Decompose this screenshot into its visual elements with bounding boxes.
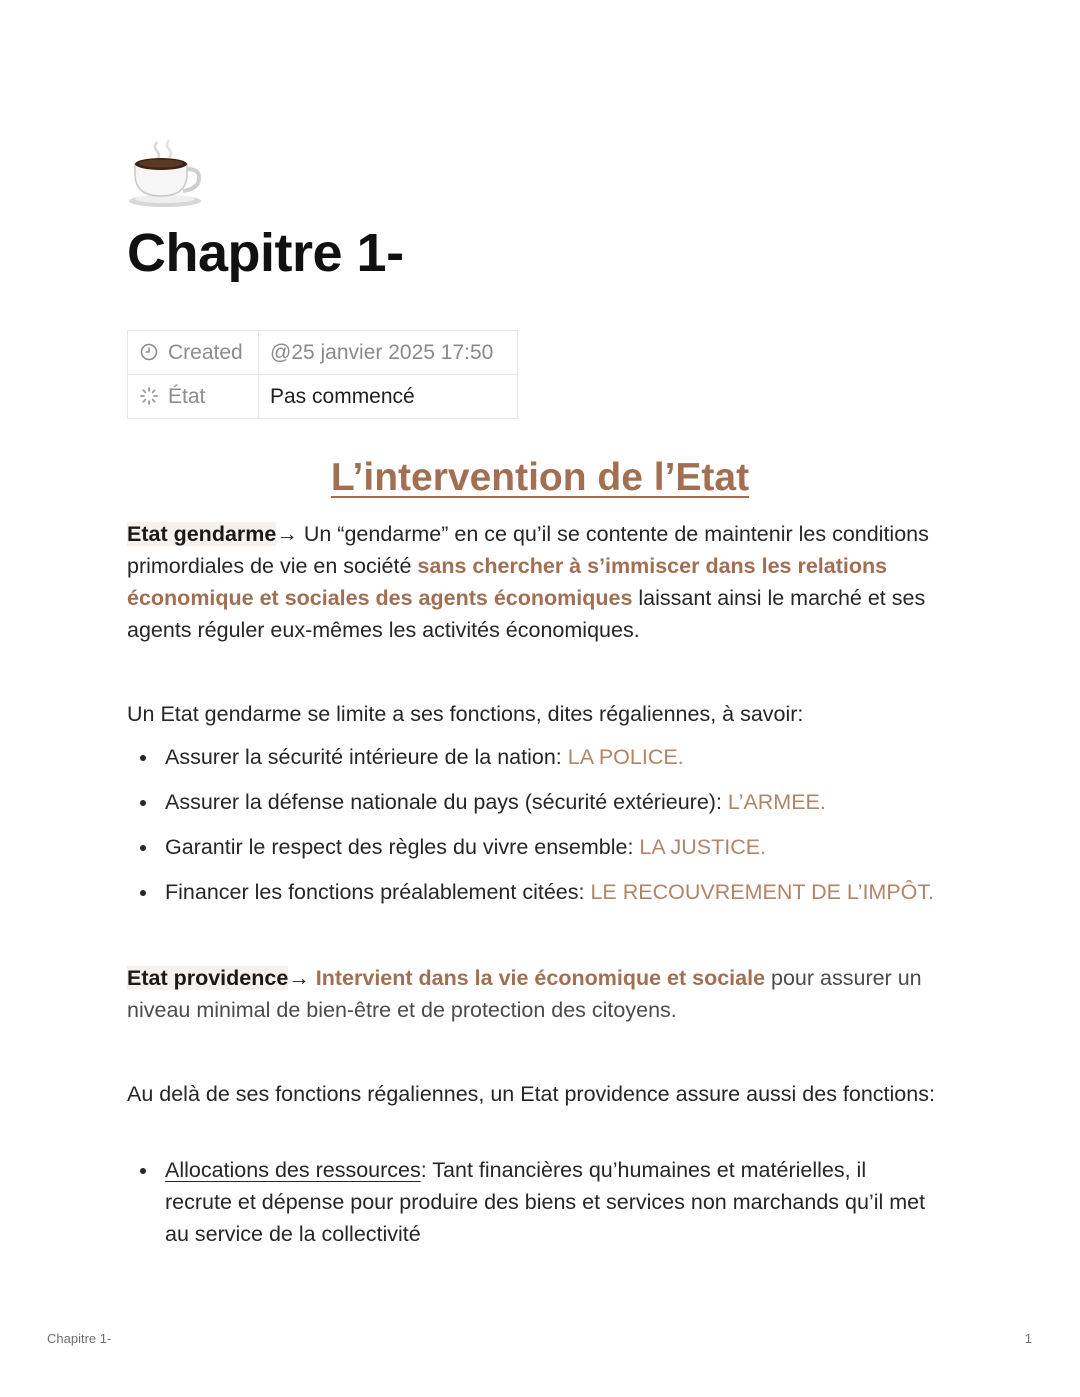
clock-icon (139, 342, 159, 362)
footer-title: Chapitre 1- (47, 1331, 112, 1346)
highlight-text: sans chercher à s’immiscer dans les relations économique et sociales des agents économiques (127, 554, 888, 610)
providence-functions-list (127, 1154, 927, 1250)
list-item: Assurer la défense nationale du pays (sécurité extérieure): L’ARMEE. (127, 786, 967, 818)
property-label: État (168, 384, 206, 408)
gendarme-intro: Un Etat gendarme se limite a ses fonctions, dites régaliennes, à savoir: (127, 702, 804, 726)
etat-gendarme-paragraph: Etat gendarme→ Un “gendarme” en ce qu’il se contente de maintenir les conditions primordiales de vie en société sans chercher à s’immiscer dans les relations économique et sociales des agents économiques laissant ainsi le marché et ses agents réguler eux-mêmes les activités économiques. (127, 522, 929, 642)
page-number: 1 (1024, 1331, 1032, 1346)
term-etat-providence: Etat providence (127, 966, 289, 990)
property-row-created[interactable] (128, 331, 518, 375)
property-label: Created (168, 340, 243, 364)
page-title[interactable]: Chapitre 1- (127, 223, 404, 283)
property-row-etat[interactable] (128, 375, 518, 419)
coffee-cup-icon[interactable] (127, 138, 203, 208)
list-item: Assurer la sécurité intérieure de la nation: LA POLICE. (127, 741, 967, 773)
properties-table (127, 330, 518, 419)
status-spinner-icon (139, 386, 159, 406)
etat-providence-paragraph: Etat providence→ Intervient dans la vie économique et sociale pour assurer un niveau minimal de bien-être et de protection des citoyens. (127, 966, 922, 1022)
providence-intro: Au delà de ses fonctions régaliennes, un Etat providence assure aussi des fonctions: (127, 1082, 935, 1106)
property-value-created[interactable]: @25 janvier 2025 17:50 (259, 331, 518, 375)
list-item: Garantir le respect des règles du vivre ensemble: LA JUSTICE. (127, 831, 967, 863)
regalian-functions-list (127, 741, 967, 908)
list-item: Financer les fonctions préalablement citées: LE RECOUVREMENT DE L’IMPÔT. (127, 876, 967, 908)
section-heading: L’intervention de l’Etat (330, 456, 750, 499)
property-value-etat[interactable]: Pas commencé (259, 375, 518, 419)
highlight-text: Intervient dans la vie économique et sociale (309, 966, 766, 990)
allocations-link[interactable]: Allocations des ressources (165, 1158, 421, 1182)
term-etat-gendarme: Etat gendarme (127, 522, 277, 546)
list-item: Allocations des ressources: Tant financières qu’humaines et matérielles, il recrute et dépense pour produire des biens et services non marchands qu’il met au service de la collectivité (127, 1154, 927, 1250)
